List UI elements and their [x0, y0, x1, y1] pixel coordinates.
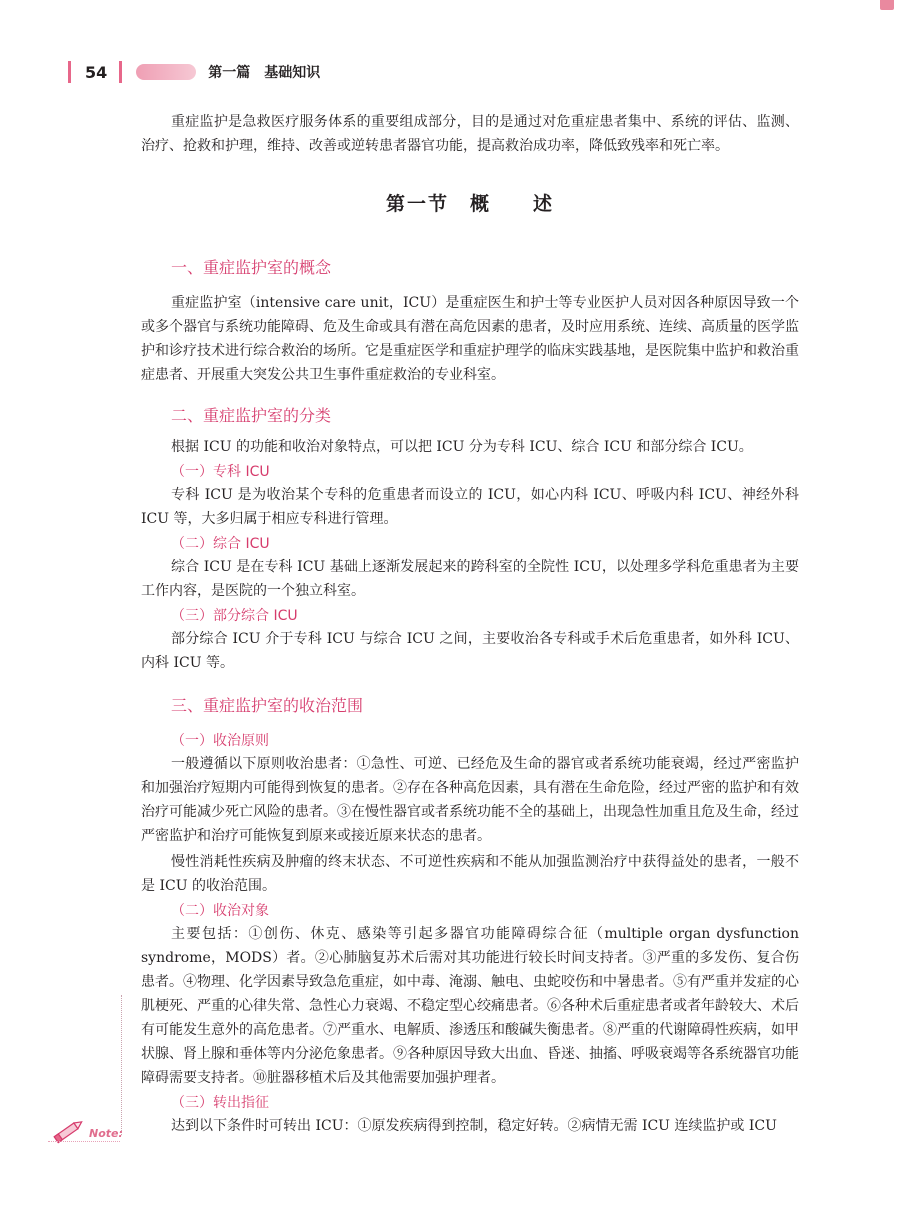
s2-intro: 根据 ICU 的功能和收治对象特点，可以把 ICU 分为专科 ICU、综合 ICU 和部分综合 ICU。	[171, 439, 753, 455]
s2-sub3-heading: （三）部分综合 ICU	[171, 608, 298, 624]
header-pill-decoration	[136, 64, 196, 80]
s3-sub1-heading: （一）收治原则	[171, 733, 269, 749]
s2-sub3-text: 部分综合 ICU 介于专科 ICU 与综合 ICU 之间，主要收治各专科或手术后危重患者，如外科 ICU、内科 ICU 等。	[141, 631, 799, 671]
s2-sub1-text: 专科 ICU 是为收治某个专科的危重患者而设立的 ICU，如心内科 ICU、呼吸内科 ICU、神经外科 ICU 等，大多归属于相应专科进行管理。	[141, 487, 799, 527]
note-dotted-underline	[48, 1141, 120, 1142]
s2-heading: 二、重症监护室的分类	[171, 406, 332, 425]
s3-sub3-text: 达到以下条件时可转出 ICU：①原发疾病得到控制，稳定好转。②病情无需 ICU 连续监护或 ICU	[171, 1118, 777, 1134]
s1-heading: 一、重症监护室的概念	[171, 258, 332, 277]
s3-sub2-text: 主要包括：①创伤、休克、感染等引起多器官功能障碍综合征（multiple organ dysfunction syndrome，MODS）者。②心肺脑复苏术后需对其功能进行较长时间支持者。③严重的多发伤、复合伤患者。④物理、化学因素导致急危重症，如中毒、淹溺、触电、虫蛇咬伤和中暑患者。⑤有严重并发症的心肌梗死、严重的心律失常、急性心力衰竭、不稳定型心绞痛患者。⑥各种术后重症患者或者年龄较大、术后有可能发生意外的高危患者。⑦严重水、电解质、渗透压和酸碱失衡患者。⑧严重的代谢障碍性疾病，如甲状腺、肾上腺和垂体等内分泌危象患者。⑨各种原因导致大出血、昏迷、抽搐、呼吸衰竭等各系统器官功能障碍需要支持者。⑩脏器移植术后及其他需要加强护理者。	[141, 926, 799, 1086]
s2-sub2-text: 综合 ICU 是在专科 ICU 基础上逐渐发展起来的跨科室的全院性 ICU，以处理多学科危重患者为主要工作内容，是医院的一个独立科室。	[141, 559, 799, 599]
header-bar-left	[68, 61, 71, 83]
s3-sub1-p2: 慢性消耗性疾病及肿瘤的终末状态、不可逆性疾病和不能从加强监测治疗中获得益处的患者，一般不是 ICU 的收治范围。	[141, 854, 799, 894]
s2-sub1-heading: （一）专科 ICU	[171, 464, 270, 480]
margin-dotted-line	[121, 995, 122, 1135]
page-body	[141, 110, 799, 1138]
s2-sub2-heading: （二）综合 ICU	[171, 536, 270, 552]
running-header	[68, 60, 320, 84]
s3-heading: 三、重症监护室的收治范围	[171, 696, 364, 715]
header-bar-right	[119, 61, 122, 83]
s3-sub3-heading: （三）转出指征	[171, 1095, 269, 1111]
section-title: 第一节 概 述	[385, 193, 554, 215]
note-label: Note:	[89, 1127, 123, 1140]
s1-paragraph: 重症监护室（intensive care unit，ICU）是重症医生和护士等专业医护人员对因各种原因导致一个或多个器官与系统功能障碍、危及生命或具有潜在高危因素的患者，及时应用系统、连续、高质量的医学监护和诊疗技术进行综合救治的场所。它是重症医学和重症护理学的临床实践基地，是医院集中监护和救治重症患者、开展重大突发公共卫生事件重症救治的专业科室。	[141, 295, 799, 383]
part-title: 第一篇 基础知识	[208, 65, 321, 81]
note-area	[48, 1118, 123, 1146]
s3-sub1-p1: 一般遵循以下原则收治患者：①急性、可逆、已经危及生命的器官或者系统功能衰竭，经过严密监护和加强治疗短期内可能得到恢复的患者。②存在各种高危因素，具有潜在生命危险，经过严密的监护和有效治疗可能减少死亡风险的患者。③在慢性器官或者系统功能不全的基础上，出现急性加重且危及生命，经过严密监护和治疗可能恢复到原来或接近原来状态的患者。	[141, 756, 799, 844]
intro-paragraph: 重症监护是急救医疗服务体系的重要组成部分，目的是通过对危重症患者集中、系统的评估、监测、治疗、抢救和护理，维持、改善或逆转患者器官功能，提高救治成功率，降低致残率和死亡率。	[141, 114, 799, 154]
page-number: 54	[85, 62, 108, 82]
s3-sub2-heading: （二）收治对象	[171, 903, 269, 919]
corner-tab-mark	[880, 0, 894, 10]
